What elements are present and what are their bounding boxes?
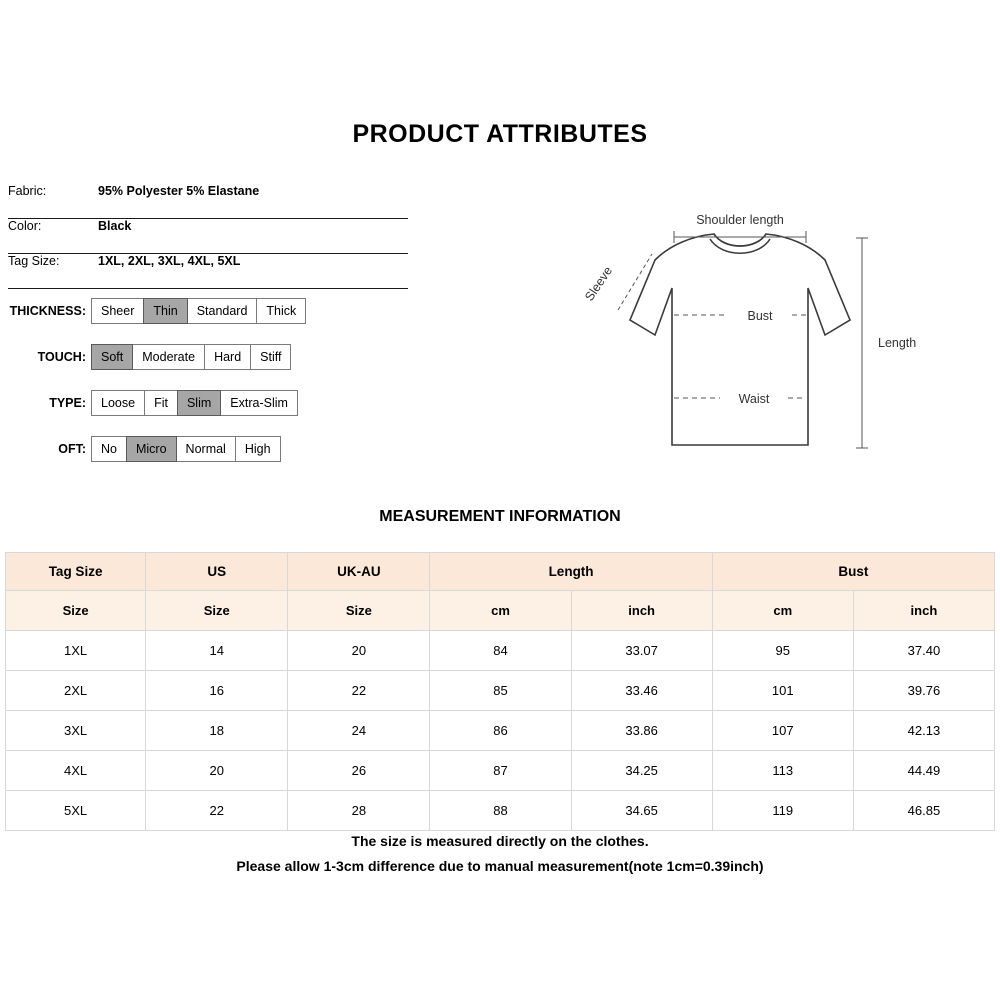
cell-uk-au: 28 — [288, 791, 430, 831]
cell-bust-inch: 44.49 — [853, 751, 994, 791]
table-header-groups — [6, 553, 995, 591]
option-label-oft: OFT: — [58, 442, 86, 456]
measurement-title: MEASUREMENT INFORMATION — [379, 508, 621, 525]
cell-us: 22 — [146, 791, 288, 831]
subheader-length-inch: inch — [571, 591, 712, 631]
option-row-type — [8, 390, 298, 416]
attribute-label-tag-size: Tag Size: — [8, 254, 60, 268]
diagram-label-sleeve: Sleeve — [582, 264, 616, 304]
header-uk-au: UK-AU — [288, 553, 430, 591]
header-length: Length — [430, 553, 712, 591]
option-thickness-sheer[interactable]: Sheer — [91, 298, 144, 324]
subheader-length-cm: cm — [430, 591, 571, 631]
option-thickness-thin[interactable]: Thin — [143, 298, 187, 324]
cell-length-inch: 34.25 — [571, 751, 712, 791]
cell-tag-size: 4XL — [6, 751, 146, 791]
header-tag-size: Tag Size — [6, 553, 146, 591]
option-type-slim[interactable]: Slim — [177, 390, 221, 416]
table-row — [6, 631, 995, 671]
option-oft-normal[interactable]: Normal — [176, 436, 236, 462]
diagram-label-length: Length — [878, 336, 917, 350]
option-oft-high[interactable]: High — [235, 436, 281, 462]
attribute-row-fabric — [8, 184, 408, 219]
option-touch-stiff[interactable]: Stiff — [250, 344, 291, 370]
option-type-extra-slim[interactable]: Extra-Slim — [220, 390, 298, 416]
cell-bust-inch: 42.13 — [853, 711, 994, 751]
option-oft-micro[interactable]: Micro — [126, 436, 177, 462]
tshirt-measurement-diagram — [560, 190, 980, 480]
subheader-uk-au: Size — [288, 591, 430, 631]
page-title: PRODUCT ATTRIBUTES — [352, 120, 648, 148]
table-row — [6, 671, 995, 711]
cell-uk-au: 20 — [288, 631, 430, 671]
cell-tag-size: 2XL — [6, 671, 146, 711]
attribute-row-color — [8, 219, 408, 254]
sleeve-dimension — [618, 254, 652, 310]
shoulder-dimension — [674, 231, 806, 243]
cell-length-inch: 34.65 — [571, 791, 712, 831]
cell-tag-size: 3XL — [6, 711, 146, 751]
header-us: US — [146, 553, 288, 591]
cell-length-inch: 33.86 — [571, 711, 712, 751]
subheader-tag-size: Size — [6, 591, 146, 631]
cell-length-cm: 88 — [430, 791, 571, 831]
option-label-thickness: THICKNESS: — [9, 304, 86, 318]
option-touch-hard[interactable]: Hard — [204, 344, 251, 370]
option-thickness-thick[interactable]: Thick — [256, 298, 306, 324]
cell-bust-inch: 46.85 — [853, 791, 994, 831]
table-row — [6, 791, 995, 831]
diagram-label-waist: Waist — [738, 392, 770, 406]
attribute-label-color: Color: — [8, 219, 42, 233]
diagram-label-bust: Bust — [747, 309, 773, 323]
table-subheaders — [6, 591, 995, 631]
option-thickness-standard[interactable]: Standard — [187, 298, 258, 324]
subheader-us: Size — [146, 591, 288, 631]
cell-bust-cm: 95 — [712, 631, 853, 671]
cell-bust-inch: 39.76 — [853, 671, 994, 711]
cell-bust-cm: 107 — [712, 711, 853, 751]
table-body — [6, 631, 995, 831]
cell-length-inch: 33.07 — [571, 631, 712, 671]
size-chart-table — [5, 552, 995, 831]
cell-uk-au: 24 — [288, 711, 430, 751]
note-measured-on-clothes: The size is measured directly on the clothes. — [351, 833, 649, 849]
attribute-label-fabric: Fabric: — [8, 184, 47, 198]
note-tolerance: Please allow 1-3cm difference due to manual measurement(note 1cm=0.39inch) — [236, 858, 764, 874]
cell-bust-cm: 113 — [712, 751, 853, 791]
attributes-list — [8, 184, 408, 289]
cell-us: 16 — [146, 671, 288, 711]
cell-bust-cm: 119 — [712, 791, 853, 831]
cell-tag-size: 1XL — [6, 631, 146, 671]
option-row-touch — [8, 344, 291, 370]
option-label-touch: TOUCH: — [37, 350, 86, 364]
cell-length-cm: 86 — [430, 711, 571, 751]
tshirt-diagram-svg — [560, 190, 980, 480]
option-touch-soft[interactable]: Soft — [91, 344, 133, 370]
cell-length-cm: 85 — [430, 671, 571, 711]
option-oft-no[interactable]: No — [91, 436, 127, 462]
cell-length-cm: 84 — [430, 631, 571, 671]
cell-tag-size: 5XL — [6, 791, 146, 831]
table-row — [6, 711, 995, 751]
cell-bust-inch: 37.40 — [853, 631, 994, 671]
cell-bust-cm: 101 — [712, 671, 853, 711]
subheader-bust-inch: inch — [853, 591, 994, 631]
option-label-type: TYPE: — [49, 396, 86, 410]
cell-length-inch: 33.46 — [571, 671, 712, 711]
subheader-bust-cm: cm — [712, 591, 853, 631]
attribute-value-color: Black — [98, 219, 132, 233]
attribute-value-fabric: 95% Polyester 5% Elastane — [98, 184, 260, 198]
length-dimension — [856, 238, 868, 448]
option-type-fit[interactable]: Fit — [144, 390, 178, 416]
tshirt-outline — [630, 234, 850, 445]
diagram-label-shoulder: Shoulder length — [696, 213, 784, 227]
header-bust: Bust — [712, 553, 994, 591]
option-row-oft — [8, 436, 281, 462]
option-row-thickness — [8, 298, 306, 324]
cell-us: 20 — [146, 751, 288, 791]
attribute-row-tag-size — [8, 254, 408, 289]
option-type-loose[interactable]: Loose — [91, 390, 145, 416]
cell-uk-au: 26 — [288, 751, 430, 791]
cell-length-cm: 87 — [430, 751, 571, 791]
cell-us: 18 — [146, 711, 288, 751]
cell-uk-au: 22 — [288, 671, 430, 711]
cell-us: 14 — [146, 631, 288, 671]
option-touch-moderate[interactable]: Moderate — [132, 344, 205, 370]
table-row — [6, 751, 995, 791]
attribute-value-tag-size: 1XL, 2XL, 3XL, 4XL, 5XL — [98, 254, 241, 268]
